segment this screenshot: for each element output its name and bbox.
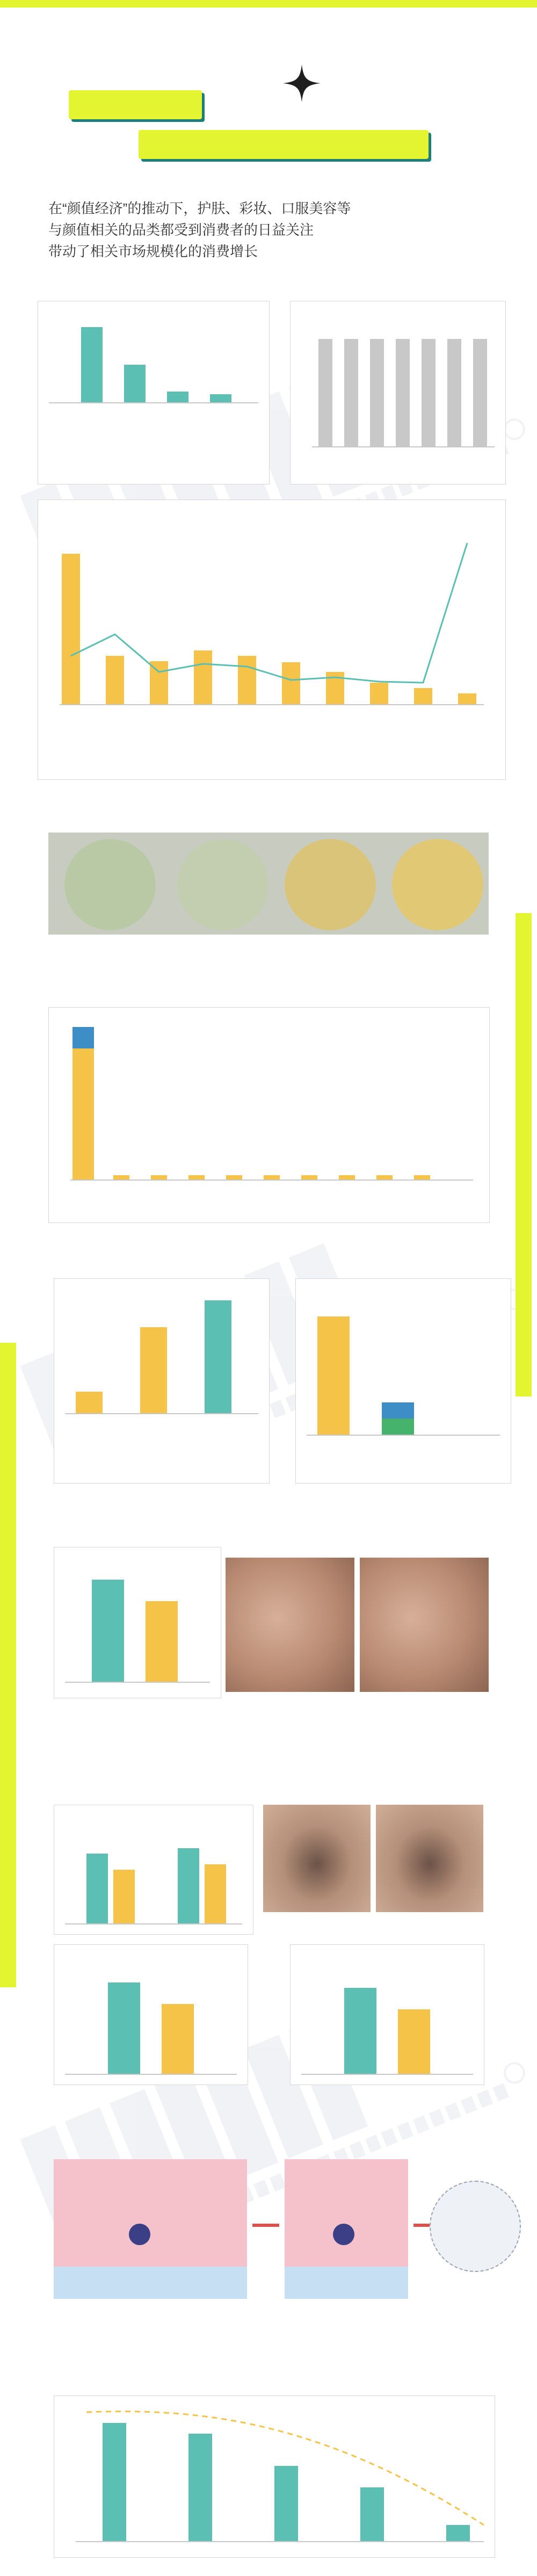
headline-text [48,198,489,262]
headline-line-2: 与颜值相关的品类都受到消费者的日益关注 [48,222,314,238]
chart-bar [86,1854,108,1923]
chart-panel [290,301,506,484]
face-photo [360,1558,489,1692]
title-tag [69,90,202,119]
chart-panel [54,1944,248,2085]
chart-bar [72,1027,94,1180]
chart-axis [307,1435,500,1436]
process-arrow [252,2224,279,2227]
chart-bar [473,339,487,446]
chart-bar [414,1175,430,1180]
chart-panel [295,1278,511,1484]
chart-bar [447,339,461,446]
chart-bar [339,1175,355,1180]
chart-bar [317,1316,350,1435]
sparkle-icon [283,64,321,102]
subtitle-tag [139,130,429,159]
chart-bar [76,1392,103,1413]
chart-bar [162,2004,194,2074]
chart-bar [108,1982,140,2074]
chart-bar [124,365,146,402]
melon-image [177,839,268,930]
melon-image [285,839,376,930]
process-arrow [413,2224,430,2227]
chart-panel [38,500,506,780]
diagram-cell-layer [285,2159,408,2267]
chart-bar [140,1327,167,1413]
chart-bar [146,1601,178,1682]
chart-bar [370,339,384,446]
chart-axis [70,1180,473,1181]
chart-panel [54,1278,270,1484]
chart-bar [398,2009,430,2074]
chart-bar [344,1988,376,2074]
chart-bar [167,392,188,402]
chart-panel [38,301,270,484]
chart-axis [65,1682,210,1683]
chart-bar [210,394,231,402]
chart-bar [151,1175,167,1180]
chart-bar [72,1027,94,1048]
chart-panel [290,1944,484,2085]
chart-bar [344,339,358,446]
chart-panel [54,2396,495,2558]
melon-image [64,839,156,930]
chart-bar [188,1175,205,1180]
chart-axis [49,402,258,403]
eye-photo [263,1805,371,1912]
eye-photo [376,1805,483,1912]
chart-bar [382,1419,414,1435]
chart-bar [422,339,436,446]
chart-bar [205,1300,231,1413]
chart-bar [226,1175,242,1180]
melanocyte-cell [129,2224,150,2245]
chart-bar [376,1175,393,1180]
chart-axis [312,446,495,447]
melon-photo-strip [48,833,489,935]
face-photo [226,1558,354,1692]
chart-axis [65,1923,242,1924]
headline-line-3: 带动了相关市场规模化的消费增长 [48,243,258,259]
chart-bar [81,327,103,402]
chart-bar [113,1175,129,1180]
chart-axis [65,1413,258,1414]
chart-bar [178,1848,199,1923]
chart-bar [205,1864,226,1923]
chart-panel [48,1007,490,1223]
chart-bar [264,1175,280,1180]
melanocyte-cell [333,2224,354,2245]
chart-bar [318,339,332,446]
chart-panel [54,1547,221,1698]
side-accent-strip [516,913,532,1396]
side-accent-strip [0,1343,16,1987]
chart-trend-line [54,2396,495,2557]
diagram-cell-layer [285,2267,408,2299]
chart-bar [301,1175,317,1180]
diagram-cell-layer [54,2159,247,2267]
chart-line [38,500,505,779]
chart-bar [92,1580,124,1682]
chart-bar [396,339,410,446]
melon-image [392,839,483,930]
chart-bar [113,1870,135,1923]
chart-axis [65,2074,237,2075]
diagram-cell-layer [54,2267,247,2299]
headline-line-1: 在“颜值经济”的推动下，护肤、彩妆、口服美容等 [48,200,351,216]
enzyme-badge [430,2181,521,2272]
chart-panel [54,1805,253,1935]
top-accent-strip [0,0,537,8]
chart-axis [301,2074,473,2075]
